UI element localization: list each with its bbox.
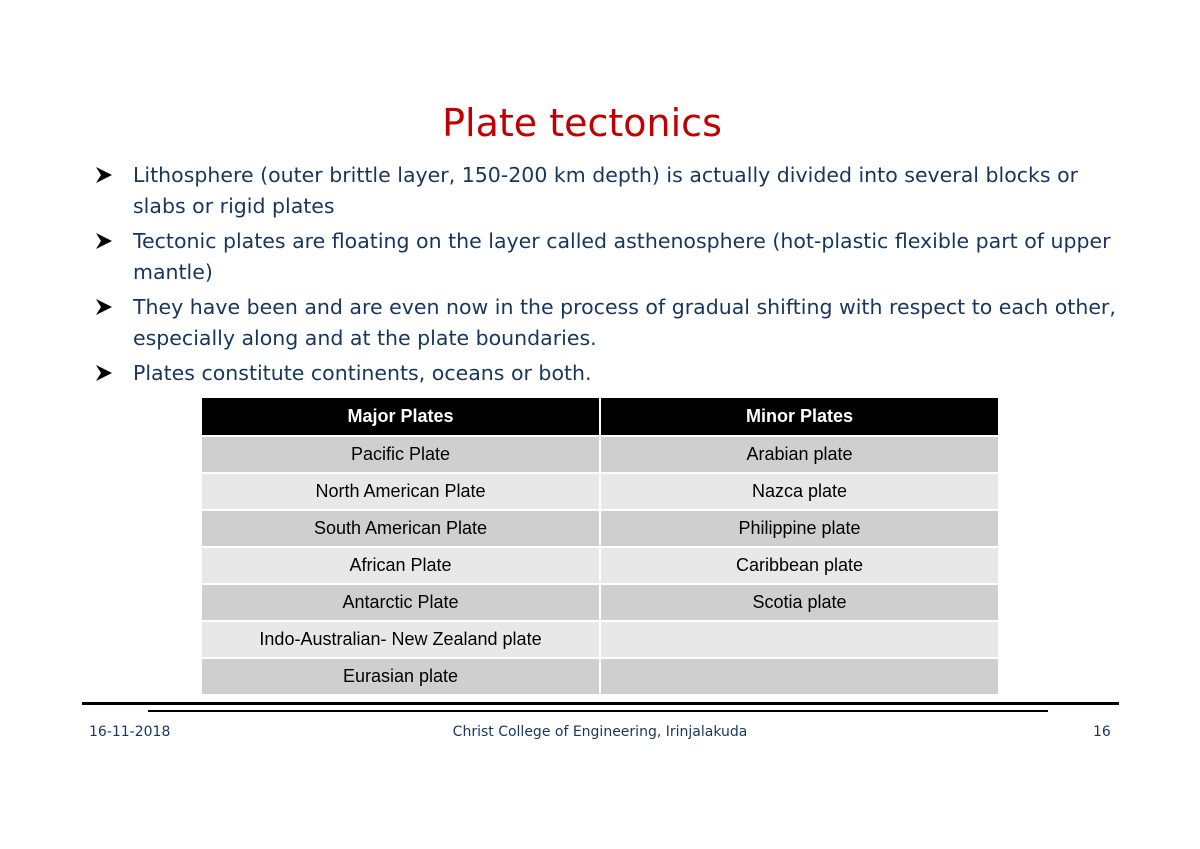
- arrowhead-icon: [94, 165, 114, 185]
- table-cell: Eurasian plate: [201, 658, 600, 695]
- bullet-item: [94, 226, 1124, 288]
- bullet-item: [94, 292, 1124, 354]
- table-cell: Pacific Plate: [201, 436, 600, 473]
- table-cell: Philippine plate: [600, 510, 999, 547]
- footer-divider-thin: [148, 710, 1048, 712]
- footer-institution: Christ College of Engineering, Irinjalakuda: [452, 724, 748, 740]
- table-header-row: [201, 397, 999, 436]
- footer-divider-thick: [82, 702, 1119, 705]
- table-row: [201, 473, 999, 510]
- table-row: [201, 621, 999, 658]
- table-cell: Antarctic Plate: [201, 584, 600, 621]
- table-row: [201, 584, 999, 621]
- table-cell: North American Plate: [201, 473, 600, 510]
- table-cell: South American Plate: [201, 510, 600, 547]
- table-row: [201, 547, 999, 584]
- arrowhead-icon: [94, 363, 114, 383]
- bullet-text: Lithosphere (outer brittle layer, 150-200 km depth) is actually divided into several blocks or slabs or rigid plates: [133, 163, 1079, 218]
- table-cell: Arabian plate: [600, 436, 999, 473]
- slide-title: Plate tectonics: [442, 101, 722, 145]
- arrowhead-icon: [94, 297, 114, 317]
- table-row: [201, 436, 999, 473]
- bullet-list: [94, 160, 1124, 393]
- table-row: [201, 658, 999, 695]
- table-row: [201, 510, 999, 547]
- table-cell: Scotia plate: [600, 584, 999, 621]
- arrowhead-icon: [94, 231, 114, 251]
- footer-date: 16-11-2018: [89, 724, 171, 740]
- table-cell: [600, 621, 999, 658]
- footer-page-number: 16: [1093, 724, 1111, 740]
- bullet-item: [94, 358, 1124, 389]
- header-major-plates: Major Plates: [201, 397, 600, 436]
- header-minor-plates: Minor Plates: [600, 397, 999, 436]
- bullet-text: Tectonic plates are floating on the layer called asthenosphere (hot-plastic flexible part of upper mantle): [133, 229, 1111, 284]
- table-cell: Nazca plate: [600, 473, 999, 510]
- bullet-text: They have been and are even now in the process of gradual shifting with respect to each other, especially along and at the plate boundaries.: [133, 295, 1116, 350]
- bullet-text: Plates constitute continents, oceans or both.: [133, 361, 592, 385]
- plates-table: [200, 396, 1000, 696]
- bullet-item: [94, 160, 1124, 222]
- table-cell: Indo-Australian- New Zealand plate: [201, 621, 600, 658]
- table-cell: [600, 658, 999, 695]
- table-cell: Caribbean plate: [600, 547, 999, 584]
- table-cell: African Plate: [201, 547, 600, 584]
